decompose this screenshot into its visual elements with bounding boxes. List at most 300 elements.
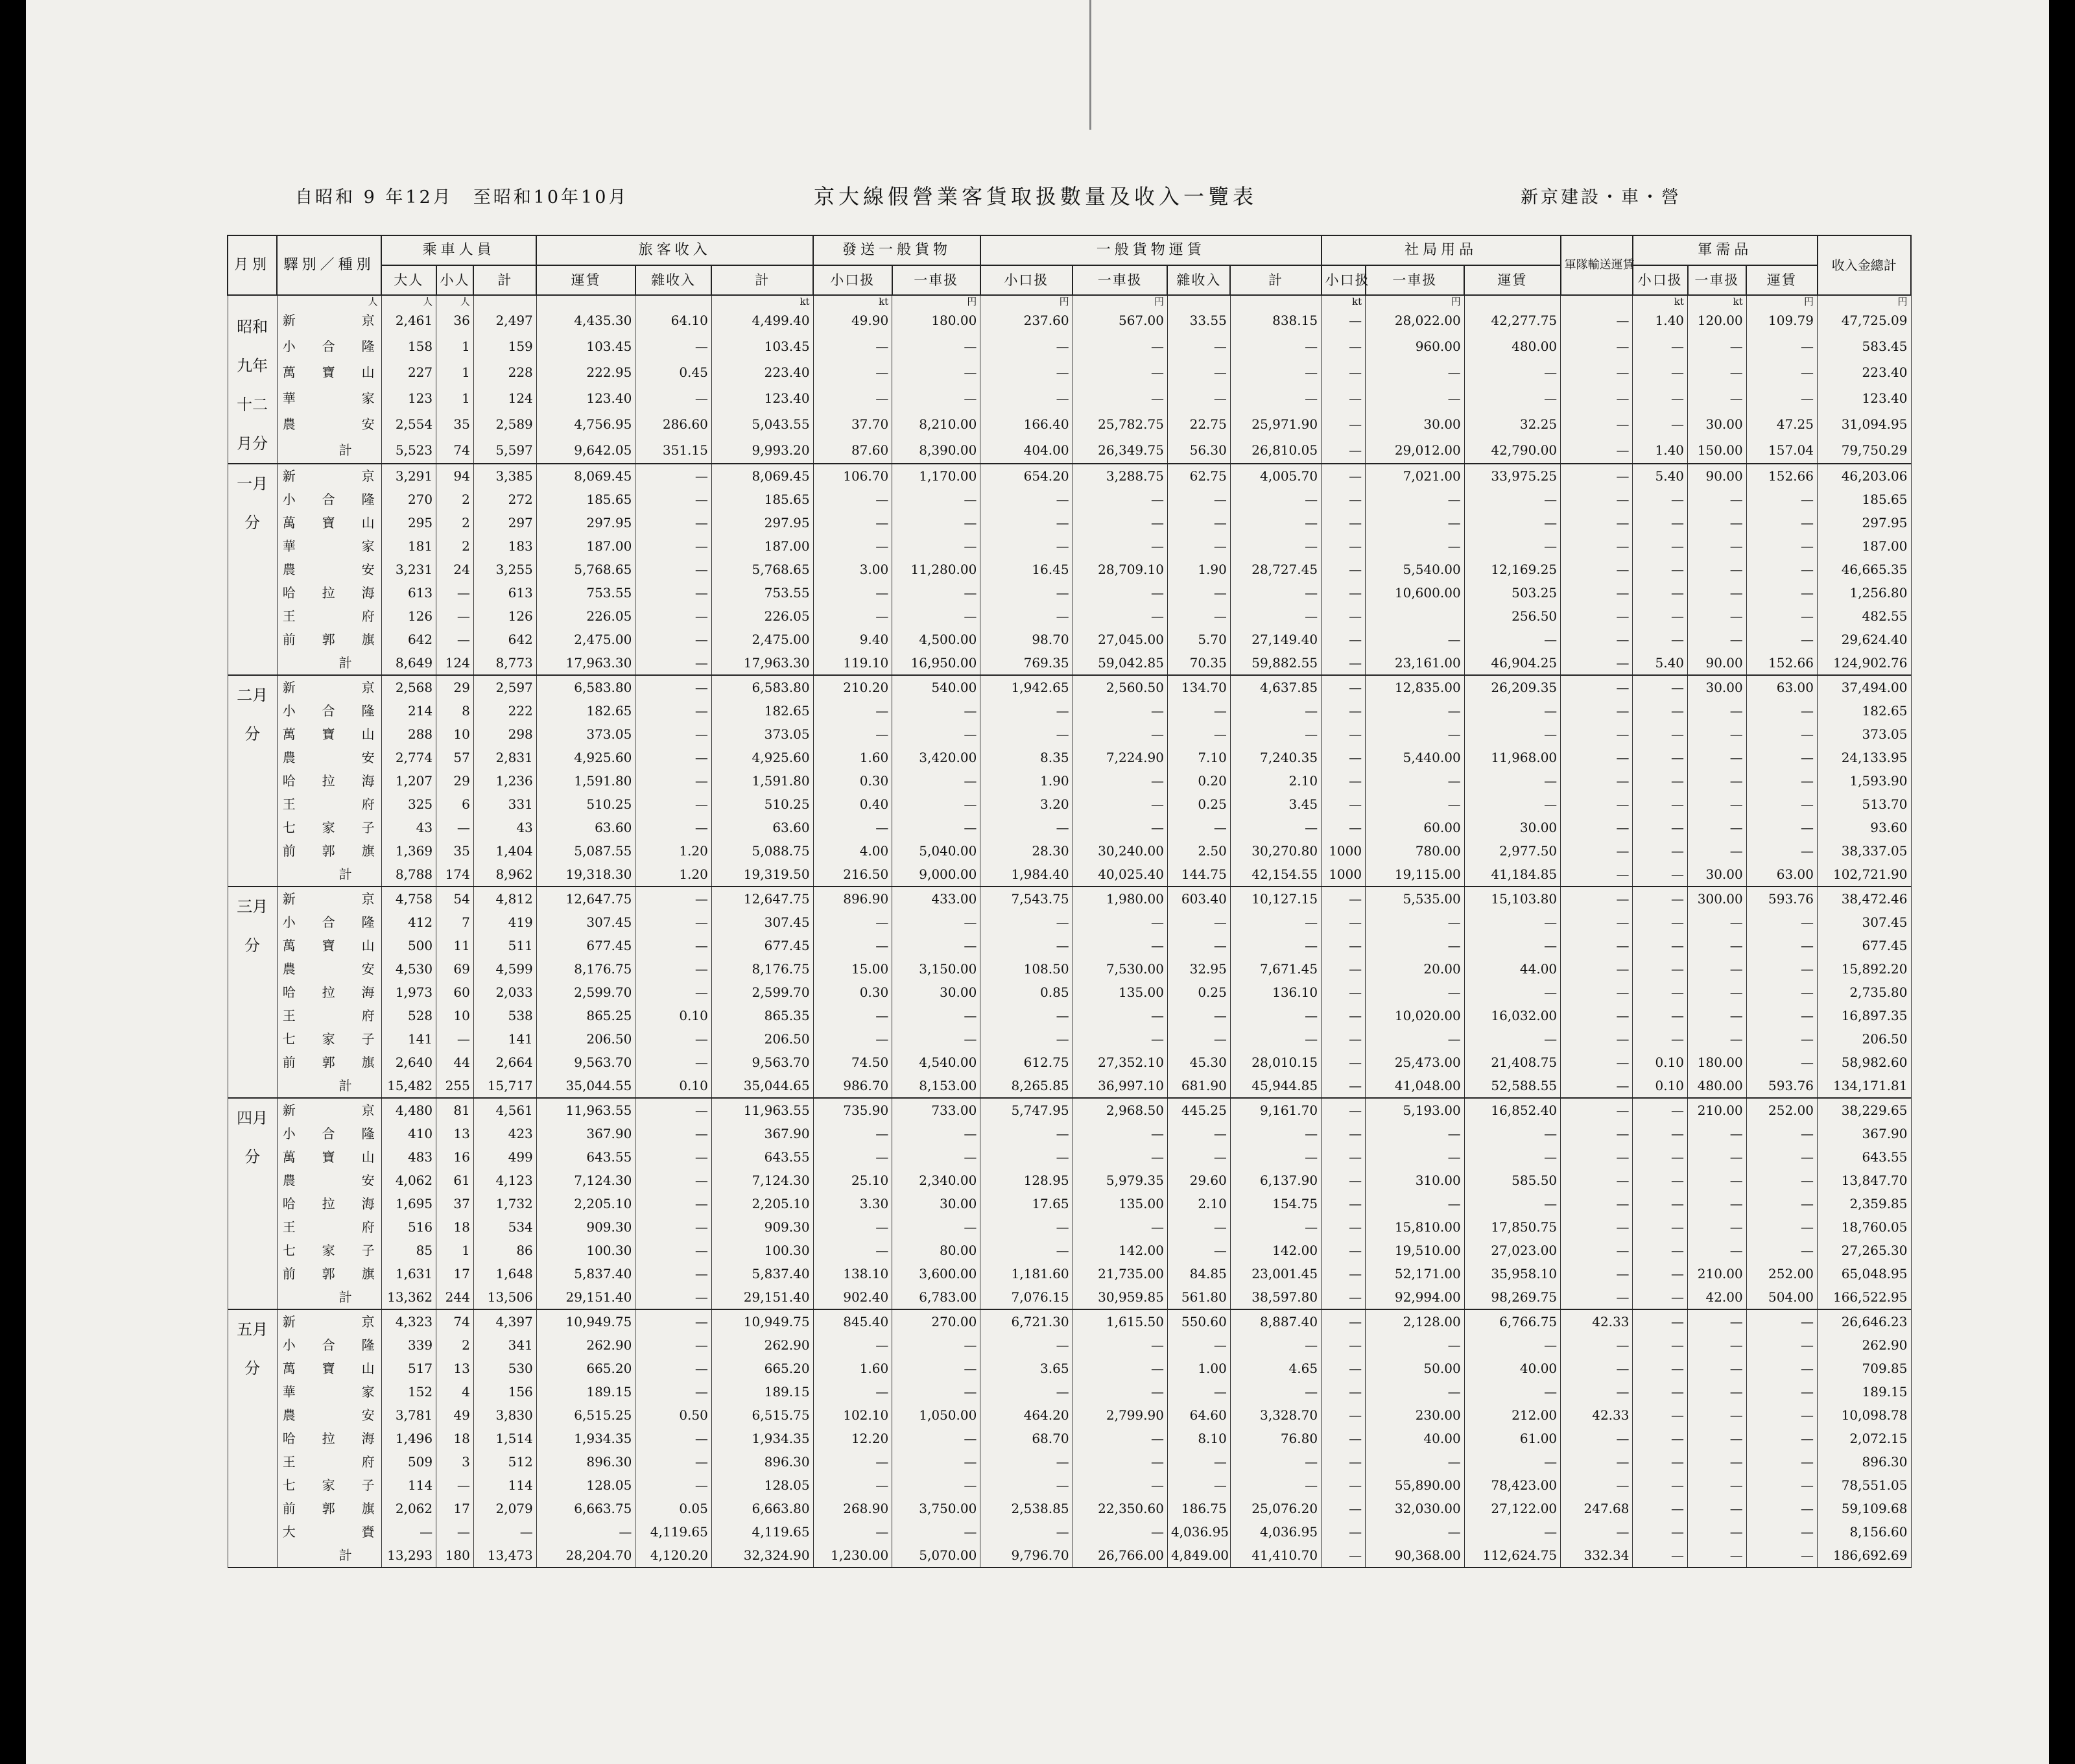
value-cell: — <box>813 511 892 534</box>
value-cell: — <box>892 488 980 511</box>
value-cell: — <box>1561 1357 1633 1380</box>
value-cell: 8 <box>436 699 474 722</box>
value-cell: — <box>1322 1450 1366 1473</box>
value-cell: — <box>1688 385 1747 411</box>
value-cell: — <box>1688 1004 1747 1027</box>
value-cell: 42.33 <box>1561 1309 1633 1333</box>
value-cell: 5,087.55 <box>536 839 635 863</box>
table-row <box>228 957 1911 981</box>
value-cell: — <box>892 1145 980 1169</box>
value-cell: — <box>1561 604 1633 628</box>
subheader-cell: 小口扱 <box>813 265 892 295</box>
value-cell: 180.00 <box>892 307 980 333</box>
value-cell: 986.70 <box>813 1074 892 1098</box>
value-cell: — <box>980 333 1073 359</box>
value-cell: 189.15 <box>1818 1380 1911 1403</box>
value-cell: 108.50 <box>980 957 1073 981</box>
value-cell: 223.40 <box>1818 359 1911 385</box>
subheader-cell: 大人 <box>381 265 436 295</box>
value-cell: 30.00 <box>892 981 980 1004</box>
value-cell: 297.95 <box>536 511 635 534</box>
value-cell: — <box>635 934 712 957</box>
value-cell: — <box>1322 1285 1366 1309</box>
value-cell: 28,709.10 <box>1073 558 1167 581</box>
value-cell: 35 <box>436 839 474 863</box>
value-cell: 538 <box>473 1004 536 1027</box>
value-cell: — <box>1688 1380 1747 1403</box>
value-cell: 100.30 <box>536 1239 635 1262</box>
station-name: 計 <box>277 863 381 887</box>
value-cell: — <box>1167 511 1230 534</box>
value-cell: 4,435.30 <box>536 307 635 333</box>
value-cell: 206.50 <box>536 1027 635 1051</box>
value-cell: 18 <box>436 1215 474 1239</box>
value-cell: — <box>1633 699 1688 722</box>
value-cell: 3,600.00 <box>892 1262 980 1285</box>
value-cell: 46,665.35 <box>1818 558 1911 581</box>
value-cell: 262.90 <box>711 1333 813 1357</box>
value-cell: 123 <box>381 385 436 411</box>
value-cell: 1,934.35 <box>536 1427 635 1450</box>
value-cell: 4,561 <box>473 1098 536 1122</box>
value-cell: 642 <box>381 628 436 651</box>
station-name: 王府 <box>277 793 381 816</box>
value-cell: — <box>1688 488 1747 511</box>
value-cell: — <box>473 1520 536 1544</box>
value-cell: — <box>1322 981 1366 1004</box>
table-row <box>228 1333 1911 1357</box>
value-cell: 5,768.65 <box>536 558 635 581</box>
value-cell: 2.50 <box>1167 839 1230 863</box>
value-cell: — <box>892 816 980 839</box>
value-cell: — <box>1073 385 1167 411</box>
value-cell: 80.00 <box>892 1239 980 1262</box>
value-cell: 135.00 <box>1073 1192 1167 1215</box>
value-cell: — <box>1688 1333 1747 1357</box>
value-cell: — <box>892 1357 980 1380</box>
value-cell: — <box>1322 411 1366 437</box>
value-cell: 325 <box>381 793 436 816</box>
value-cell: — <box>1322 1333 1366 1357</box>
value-cell: — <box>1230 1145 1321 1169</box>
value-cell: 30,959.85 <box>1073 1285 1167 1309</box>
month-label: 一月分 <box>228 464 277 675</box>
value-cell: — <box>1073 511 1167 534</box>
value-cell: 81 <box>436 1098 474 1122</box>
value-cell: 2,554 <box>381 411 436 437</box>
value-cell: — <box>892 534 980 558</box>
station-name: 華家 <box>277 385 381 411</box>
value-cell: 32.25 <box>1464 411 1560 437</box>
value-cell: — <box>892 604 980 628</box>
value-cell: 9,563.70 <box>711 1051 813 1074</box>
value-cell: 4,925.60 <box>711 746 813 769</box>
value-cell: 412 <box>381 911 436 934</box>
value-cell: 896.30 <box>1818 1450 1911 1473</box>
value-cell: 511 <box>473 934 536 957</box>
table-body <box>228 295 1911 1567</box>
total-row <box>228 1544 1911 1567</box>
value-cell: 30.00 <box>1688 675 1747 699</box>
value-cell: 4,036.95 <box>1230 1520 1321 1544</box>
value-cell: 63.00 <box>1746 675 1817 699</box>
value-cell: — <box>1633 1122 1688 1145</box>
value-cell: 550.60 <box>1167 1309 1230 1333</box>
value-cell: 530 <box>473 1357 536 1380</box>
value-cell: 5.40 <box>1633 464 1688 488</box>
value-cell: — <box>635 511 712 534</box>
value-cell: 24 <box>436 558 474 581</box>
col-freight-charges: 一般貨物運賃 <box>980 235 1322 265</box>
value-cell: 64.10 <box>635 307 712 333</box>
value-cell: — <box>1366 1027 1465 1051</box>
value-cell: 19,319.50 <box>711 863 813 887</box>
value-cell: 896.30 <box>536 1450 635 1473</box>
value-cell: 10,600.00 <box>1366 581 1465 604</box>
value-cell: 187.00 <box>1818 534 1911 558</box>
station-name: 前郭旗 <box>277 839 381 863</box>
value-cell: 1,207 <box>381 769 436 793</box>
value-cell: — <box>1366 1122 1465 1145</box>
value-cell: 19,115.00 <box>1366 863 1465 887</box>
unit-cell <box>473 295 536 307</box>
value-cell: 1,514 <box>473 1427 536 1450</box>
subheader-cell: 小口扱 <box>1322 265 1366 295</box>
value-cell: — <box>1073 1027 1167 1051</box>
value-cell: — <box>1561 628 1633 651</box>
value-cell: 2.10 <box>1167 1192 1230 1215</box>
value-cell: — <box>1688 1239 1747 1262</box>
station-name: 王府 <box>277 1450 381 1473</box>
value-cell: 295 <box>381 511 436 534</box>
value-cell: 8,210.00 <box>892 411 980 437</box>
value-cell: 36 <box>436 307 474 333</box>
value-cell: 2,062 <box>381 1497 436 1520</box>
value-cell: — <box>635 534 712 558</box>
value-cell: 16,852.40 <box>1464 1098 1560 1122</box>
header-group-row <box>228 235 1911 265</box>
value-cell: 38,229.65 <box>1818 1098 1911 1122</box>
value-cell: — <box>1073 1473 1167 1497</box>
value-cell: 613 <box>473 581 536 604</box>
value-cell: 3.20 <box>980 793 1073 816</box>
table-row <box>228 385 1911 411</box>
value-cell: 10 <box>436 722 474 746</box>
unit-cell: 円 <box>1746 295 1817 307</box>
value-cell: 28,022.00 <box>1366 307 1465 333</box>
value-cell: 27,023.00 <box>1464 1239 1560 1262</box>
value-cell: 1,631 <box>381 1262 436 1285</box>
value-cell: 373.05 <box>536 722 635 746</box>
subheader-cell: 小口扱 <box>980 265 1073 295</box>
value-cell: — <box>1073 1145 1167 1169</box>
unit-cell: 円 <box>1073 295 1167 307</box>
value-cell: — <box>1073 1357 1167 1380</box>
value-cell: — <box>1230 1450 1321 1473</box>
value-cell: 4,119.65 <box>711 1520 813 1544</box>
value-cell: — <box>1688 816 1747 839</box>
value-cell: — <box>1464 699 1560 722</box>
value-cell: 74.50 <box>813 1051 892 1074</box>
value-cell: 25,076.20 <box>1230 1497 1321 1520</box>
value-cell: — <box>635 604 712 628</box>
value-cell: — <box>1633 887 1688 911</box>
value-cell: — <box>1688 1357 1747 1380</box>
value-cell: 93.60 <box>1818 816 1911 839</box>
value-cell: 63.00 <box>1746 863 1817 887</box>
value-cell: 44 <box>436 1051 474 1074</box>
value-cell: 123.40 <box>1818 385 1911 411</box>
value-cell: 410 <box>381 1122 436 1145</box>
value-cell: — <box>1633 1357 1688 1380</box>
unit-cell: 円 <box>1366 295 1465 307</box>
value-cell: 103.45 <box>711 333 813 359</box>
value-cell: 28,204.70 <box>536 1544 635 1567</box>
value-cell: — <box>1633 604 1688 628</box>
value-cell: — <box>813 488 892 511</box>
value-cell: 753.55 <box>536 581 635 604</box>
station-name: 七家子 <box>277 1239 381 1262</box>
value-cell: — <box>1167 534 1230 558</box>
value-cell: 92,994.00 <box>1366 1285 1465 1309</box>
value-cell: 16,032.00 <box>1464 1004 1560 1027</box>
value-cell: 5.70 <box>1167 628 1230 651</box>
value-cell: — <box>892 1004 980 1027</box>
value-cell: 4,062 <box>381 1169 436 1192</box>
value-cell: 332.34 <box>1561 1544 1633 1567</box>
value-cell: — <box>1746 511 1817 534</box>
value-cell: 6,783.00 <box>892 1285 980 1309</box>
table-row <box>228 911 1911 934</box>
value-cell: 1.40 <box>1633 307 1688 333</box>
value-cell: — <box>1322 628 1366 651</box>
value-cell: 2,033 <box>473 981 536 1004</box>
value-cell: — <box>1464 628 1560 651</box>
value-cell: — <box>1073 722 1167 746</box>
value-cell: — <box>980 816 1073 839</box>
value-cell: 509 <box>381 1450 436 1473</box>
value-cell: — <box>1633 1497 1688 1520</box>
table-row <box>228 887 1911 911</box>
value-cell: 64.60 <box>1167 1403 1230 1427</box>
table-row <box>228 769 1911 793</box>
value-cell: — <box>1633 911 1688 934</box>
value-cell: — <box>1561 699 1633 722</box>
table-row <box>228 1473 1911 1497</box>
value-cell: 59,882.55 <box>1230 651 1321 675</box>
value-cell: — <box>813 722 892 746</box>
value-cell: — <box>1322 1004 1366 1027</box>
value-cell: 643.55 <box>711 1145 813 1169</box>
station-name: 農安 <box>277 1169 381 1192</box>
value-cell: — <box>1366 628 1465 651</box>
value-cell: 87.60 <box>813 437 892 464</box>
value-cell: — <box>892 699 980 722</box>
value-cell: — <box>1366 1192 1465 1215</box>
unit-cell: 人 <box>436 295 474 307</box>
value-cell: 665.20 <box>711 1357 813 1380</box>
value-cell: — <box>1561 722 1633 746</box>
value-cell: — <box>1746 1122 1817 1145</box>
value-cell: — <box>892 934 980 957</box>
value-cell: — <box>1561 934 1633 957</box>
value-cell: 17,963.30 <box>711 651 813 675</box>
station-name: 農安 <box>277 746 381 769</box>
value-cell: — <box>1561 1004 1633 1027</box>
value-cell: — <box>1561 1098 1633 1122</box>
table-row <box>228 1357 1911 1380</box>
value-cell: 12,647.75 <box>536 887 635 911</box>
value-cell: — <box>1688 1520 1747 1544</box>
value-cell: — <box>1167 1145 1230 1169</box>
value-cell: — <box>1561 1262 1633 1285</box>
value-cell: 896.90 <box>813 887 892 911</box>
value-cell: 643.55 <box>1818 1145 1911 1169</box>
value-cell: — <box>1167 385 1230 411</box>
value-cell: — <box>436 628 474 651</box>
value-cell: — <box>813 816 892 839</box>
value-cell: — <box>1561 1239 1633 1262</box>
value-cell: 4,756.95 <box>536 411 635 437</box>
table-row <box>228 1192 1911 1215</box>
value-cell: — <box>1746 934 1817 957</box>
value-cell: — <box>1322 558 1366 581</box>
col-passenger-revenue: 旅客收入 <box>536 235 813 265</box>
value-cell: 74 <box>436 437 474 464</box>
value-cell: 3,420.00 <box>892 746 980 769</box>
value-cell: — <box>1688 1027 1747 1051</box>
value-cell: — <box>1322 1051 1366 1074</box>
value-cell: — <box>1746 957 1817 981</box>
value-cell: 7,076.15 <box>980 1285 1073 1309</box>
value-cell: — <box>1746 769 1817 793</box>
value-cell: 69 <box>436 957 474 981</box>
total-row <box>228 863 1911 887</box>
value-cell: 0.45 <box>635 359 712 385</box>
value-cell: 98.70 <box>980 628 1073 651</box>
value-cell: — <box>1366 981 1465 1004</box>
value-cell: — <box>1561 581 1633 604</box>
value-cell: 18 <box>436 1427 474 1450</box>
value-cell: — <box>1366 488 1465 511</box>
value-cell: 2,589 <box>473 411 536 437</box>
value-cell: 4,599 <box>473 957 536 981</box>
value-cell: 78,551.05 <box>1818 1473 1911 1497</box>
value-cell: 909.30 <box>536 1215 635 1239</box>
value-cell: — <box>1746 1450 1817 1473</box>
station-name: 農安 <box>277 411 381 437</box>
value-cell: 3.00 <box>813 558 892 581</box>
value-cell: 42,277.75 <box>1464 307 1560 333</box>
value-cell: 182.65 <box>711 699 813 722</box>
value-cell: 8,773 <box>473 651 536 675</box>
value-cell: — <box>892 722 980 746</box>
value-cell: — <box>1688 769 1747 793</box>
value-cell: — <box>1746 699 1817 722</box>
unit-cell <box>1561 295 1633 307</box>
value-cell: 42,790.00 <box>1464 437 1560 464</box>
value-cell: 12,647.75 <box>711 887 813 911</box>
value-cell: 4,480 <box>381 1098 436 1122</box>
value-cell: — <box>1073 793 1167 816</box>
value-cell: — <box>813 1520 892 1544</box>
table-row <box>228 1309 1911 1333</box>
table-row <box>228 934 1911 957</box>
value-cell: 61 <box>436 1169 474 1192</box>
value-cell: — <box>813 911 892 934</box>
value-cell: 286.60 <box>635 411 712 437</box>
value-cell: 33.55 <box>1167 307 1230 333</box>
value-cell: 2,340.00 <box>892 1169 980 1192</box>
value-cell: 25,782.75 <box>1073 411 1167 437</box>
value-cell: 222 <box>473 699 536 722</box>
value-cell: 210.00 <box>1688 1098 1747 1122</box>
value-cell: — <box>892 581 980 604</box>
value-cell: 5,597 <box>473 437 536 464</box>
value-cell: — <box>892 511 980 534</box>
value-cell: 3,150.00 <box>892 957 980 981</box>
value-cell: — <box>635 464 712 488</box>
value-cell: 367.90 <box>536 1122 635 1145</box>
value-cell: 1,732 <box>473 1192 536 1215</box>
value-cell: 52,171.00 <box>1366 1262 1465 1285</box>
value-cell: — <box>1230 385 1321 411</box>
value-cell: — <box>1633 981 1688 1004</box>
value-cell: 26,349.75 <box>1073 437 1167 464</box>
unit-cell: kt <box>1688 295 1747 307</box>
value-cell: 100.30 <box>711 1239 813 1262</box>
value-cell: — <box>1230 1380 1321 1403</box>
value-cell: — <box>1230 581 1321 604</box>
value-cell: 2,664 <box>473 1051 536 1074</box>
value-cell: — <box>635 1192 712 1215</box>
table-row <box>228 464 1911 488</box>
value-cell: 63.60 <box>711 816 813 839</box>
value-cell: 6,663.75 <box>536 1497 635 1520</box>
value-cell: 4,530 <box>381 957 436 981</box>
value-cell: 13,847.70 <box>1818 1169 1911 1192</box>
station-name: 七家子 <box>277 816 381 839</box>
value-cell: — <box>1688 359 1747 385</box>
subheader-cell: 雜收入 <box>635 265 712 295</box>
value-cell: — <box>1688 333 1747 359</box>
value-cell: 6,515.25 <box>536 1403 635 1427</box>
value-cell: 512 <box>473 1450 536 1473</box>
value-cell: — <box>1073 911 1167 934</box>
station-name: 大賚 <box>277 1520 381 1544</box>
value-cell: — <box>1366 699 1465 722</box>
value-cell: 29 <box>436 675 474 699</box>
value-cell: 226.05 <box>536 604 635 628</box>
value-cell: 8,069.45 <box>536 464 635 488</box>
value-cell: — <box>1633 1215 1688 1239</box>
value-cell: 513.70 <box>1818 793 1911 816</box>
value-cell: 28,010.15 <box>1230 1051 1321 1074</box>
value-cell: 2,640 <box>381 1051 436 1074</box>
value-cell: 464.20 <box>980 1403 1073 1427</box>
value-cell: — <box>1688 1145 1747 1169</box>
value-cell: — <box>1073 1333 1167 1357</box>
value-cell: — <box>1688 934 1747 957</box>
value-cell: — <box>1167 1215 1230 1239</box>
value-cell: — <box>1322 651 1366 675</box>
value-cell: 3.65 <box>980 1357 1073 1380</box>
value-cell: 4,758 <box>381 887 436 911</box>
value-cell: — <box>1167 1333 1230 1357</box>
value-cell: 0.30 <box>813 981 892 1004</box>
value-cell: — <box>1230 534 1321 558</box>
value-cell: — <box>1561 1520 1633 1544</box>
